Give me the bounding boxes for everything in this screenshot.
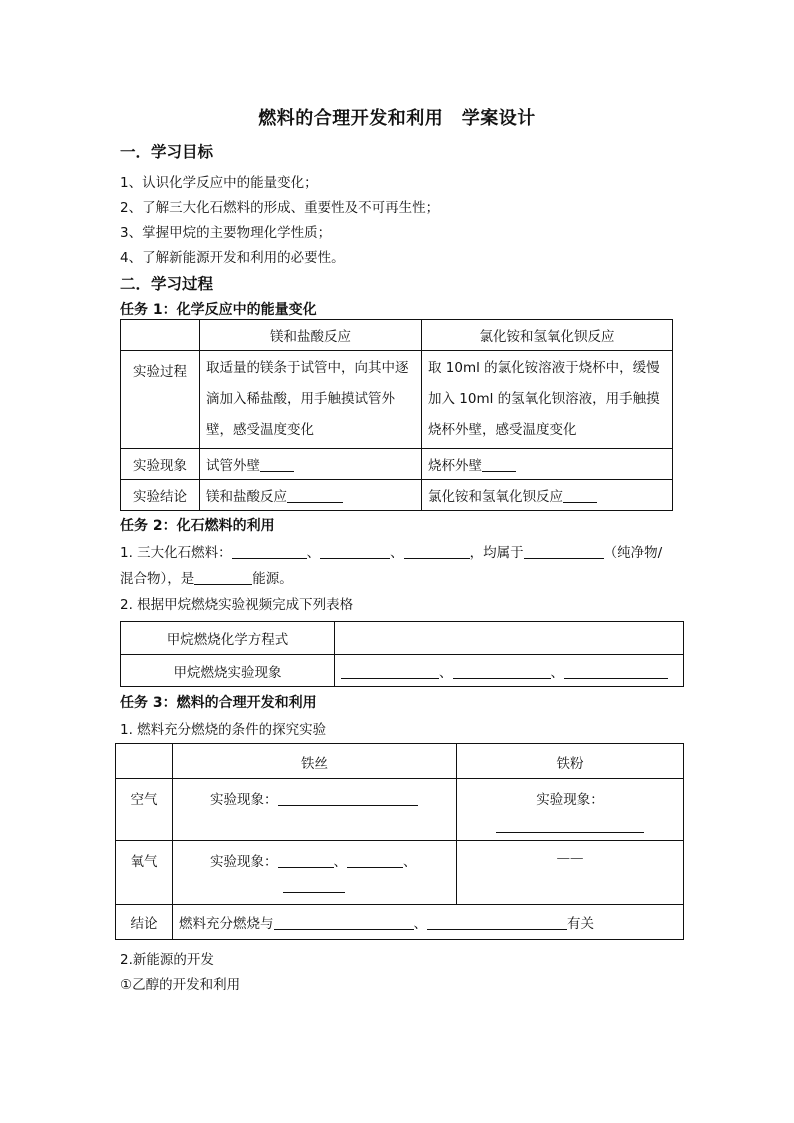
methane-equation-label: 甲烷燃烧化学方程式: [121, 622, 335, 655]
q1-text-c: （纯净物/: [603, 545, 663, 561]
task3-col-wire: 铁丝: [173, 744, 457, 779]
blank-line[interactable]: [347, 853, 403, 868]
oxygen-sep1: 、: [333, 854, 347, 870]
q1-text-d: 混合物），是: [120, 571, 195, 587]
task3-col-powder: 铁粉: [457, 744, 684, 779]
q1-text-b: ，均属于: [469, 545, 524, 561]
blank-line[interactable]: [496, 818, 644, 833]
task3-table: [115, 743, 684, 940]
blank-line[interactable]: [482, 457, 516, 472]
task3-q1: 1. 燃料充分燃烧的条件的探究实验: [120, 722, 327, 738]
phen-sep2: 、: [550, 664, 564, 681]
section1-heading: 一．学习目标: [120, 143, 214, 161]
blank-line[interactable]: [524, 544, 604, 559]
task2-q1-line2: [120, 567, 293, 587]
task1-col-mg: 镁和盐酸反应: [200, 320, 422, 351]
goal-item-4: 4、了解新能源开发和利用的必要性。: [120, 250, 345, 266]
methane-equation-cell[interactable]: [335, 622, 684, 655]
blank-line[interactable]: [278, 791, 418, 806]
blank-line[interactable]: [232, 544, 307, 559]
concl-text-a: 燃料充分燃烧与: [179, 916, 274, 932]
task3-heading: 任务 3：燃料的合理开发和利用: [120, 695, 317, 711]
q1-text-e: 能源。: [252, 571, 293, 587]
blank-line[interactable]: [278, 853, 334, 868]
blank-line[interactable]: [564, 664, 668, 679]
task1-corner-cell: [121, 320, 200, 351]
task1-concl-mg: [200, 480, 422, 511]
blank-line[interactable]: [404, 544, 470, 559]
oxygen-wire-cell: [173, 841, 457, 905]
task3-q2-1: ①乙醇的开发和利用: [120, 977, 241, 993]
concl-text-b: 有关: [567, 916, 594, 932]
blank-line[interactable]: [260, 457, 294, 472]
task1-concl-label: 实验结论: [121, 480, 200, 511]
air-wire-text: 实验现象：: [210, 792, 278, 808]
concl-nh4cl-text: 氯化铵和氢氧化钡反应: [428, 489, 563, 505]
blank-line[interactable]: [194, 570, 252, 585]
task2-heading: 任务 2：化石燃料的利用: [120, 518, 275, 534]
air-label: 空气: [116, 779, 173, 841]
task1-process-mg: [200, 351, 422, 449]
blank-line[interactable]: [283, 878, 345, 893]
task1-col-nh4cl: 氯化铵和氢氧化钡反应: [422, 320, 673, 351]
goal-item-1: 1、认识化学反应中的能量变化；: [120, 175, 318, 191]
blank-line[interactable]: [287, 488, 343, 503]
phen-nh4cl-text: 烧杯外壁: [428, 458, 482, 474]
task1-table: [120, 319, 673, 511]
concl-sep: 、: [413, 916, 427, 932]
concl-mg-text: 镁和盐酸反应: [206, 489, 287, 505]
phen-mg-text: 试管外壁: [206, 458, 260, 474]
task2-q2: 2. 根据甲烷燃烧实验视频完成下列表格: [120, 597, 354, 613]
air-wire-cell: [173, 779, 457, 841]
blank-line[interactable]: [320, 544, 390, 559]
task1-process-label: 实验过程: [121, 351, 200, 449]
page-title: 燃料的合理开发和利用 学案设计: [258, 108, 536, 129]
task1-heading: 任务 1：化学反应中的能量变化: [120, 302, 317, 318]
blank-line[interactable]: [453, 664, 551, 679]
oxygen-wire-text: 实验现象：: [210, 854, 278, 870]
methane-phen-cell: [335, 655, 684, 687]
task3-q2: 2.新能源的开发: [120, 952, 214, 968]
q1-text-a: 1. 三大化石燃料：: [120, 545, 232, 561]
task2-q1-line1: [120, 541, 662, 561]
phen-sep1: 、: [439, 664, 453, 681]
task2-table: [120, 621, 684, 687]
concl-cell: [173, 905, 684, 940]
blank-line[interactable]: [427, 915, 567, 930]
section2-heading: 二．学习过程: [120, 275, 214, 293]
oxygen-sep2: 、: [403, 854, 417, 870]
task3-corner-cell: [116, 744, 173, 779]
process-mg-text: 取适量的镁条于试管中，向其中逐滴加入稀盐酸，用手触摸试管外壁，感受温度变化: [206, 360, 409, 438]
q1-sep1: 、: [306, 545, 321, 561]
task1-process-nh4cl: [422, 351, 673, 449]
q1-sep2: 、: [390, 545, 404, 561]
blank-line[interactable]: [274, 915, 414, 930]
air-powder-text: 实验现象：: [536, 792, 604, 808]
air-powder-cell: [457, 779, 684, 841]
task1-phen-mg: [200, 449, 422, 480]
methane-phen-label: 甲烷燃烧实验现象: [121, 655, 335, 687]
oxygen-label: 氧气: [116, 841, 173, 905]
task1-concl-nh4cl: [422, 480, 673, 511]
goal-item-2: 2、了解三大化石燃料的形成、重要性及不可再生性；: [120, 200, 440, 216]
blank-line[interactable]: [563, 488, 597, 503]
goal-item-3: 3、掌握甲烷的主要物理化学性质；: [120, 225, 332, 241]
task1-phen-nh4cl: [422, 449, 673, 480]
blank-line[interactable]: [341, 664, 439, 679]
task1-phen-label: 实验现象: [121, 449, 200, 480]
concl-label: 结论: [116, 905, 173, 940]
process-nh4cl-text: 取 10ml 的氯化铵溶液于烧杯中，缓慢加入 10ml 的氢氧化钡溶液，用手触摸烧杯外壁，感受温度变化: [428, 360, 660, 438]
oxygen-powder-cell: ——: [457, 841, 684, 905]
